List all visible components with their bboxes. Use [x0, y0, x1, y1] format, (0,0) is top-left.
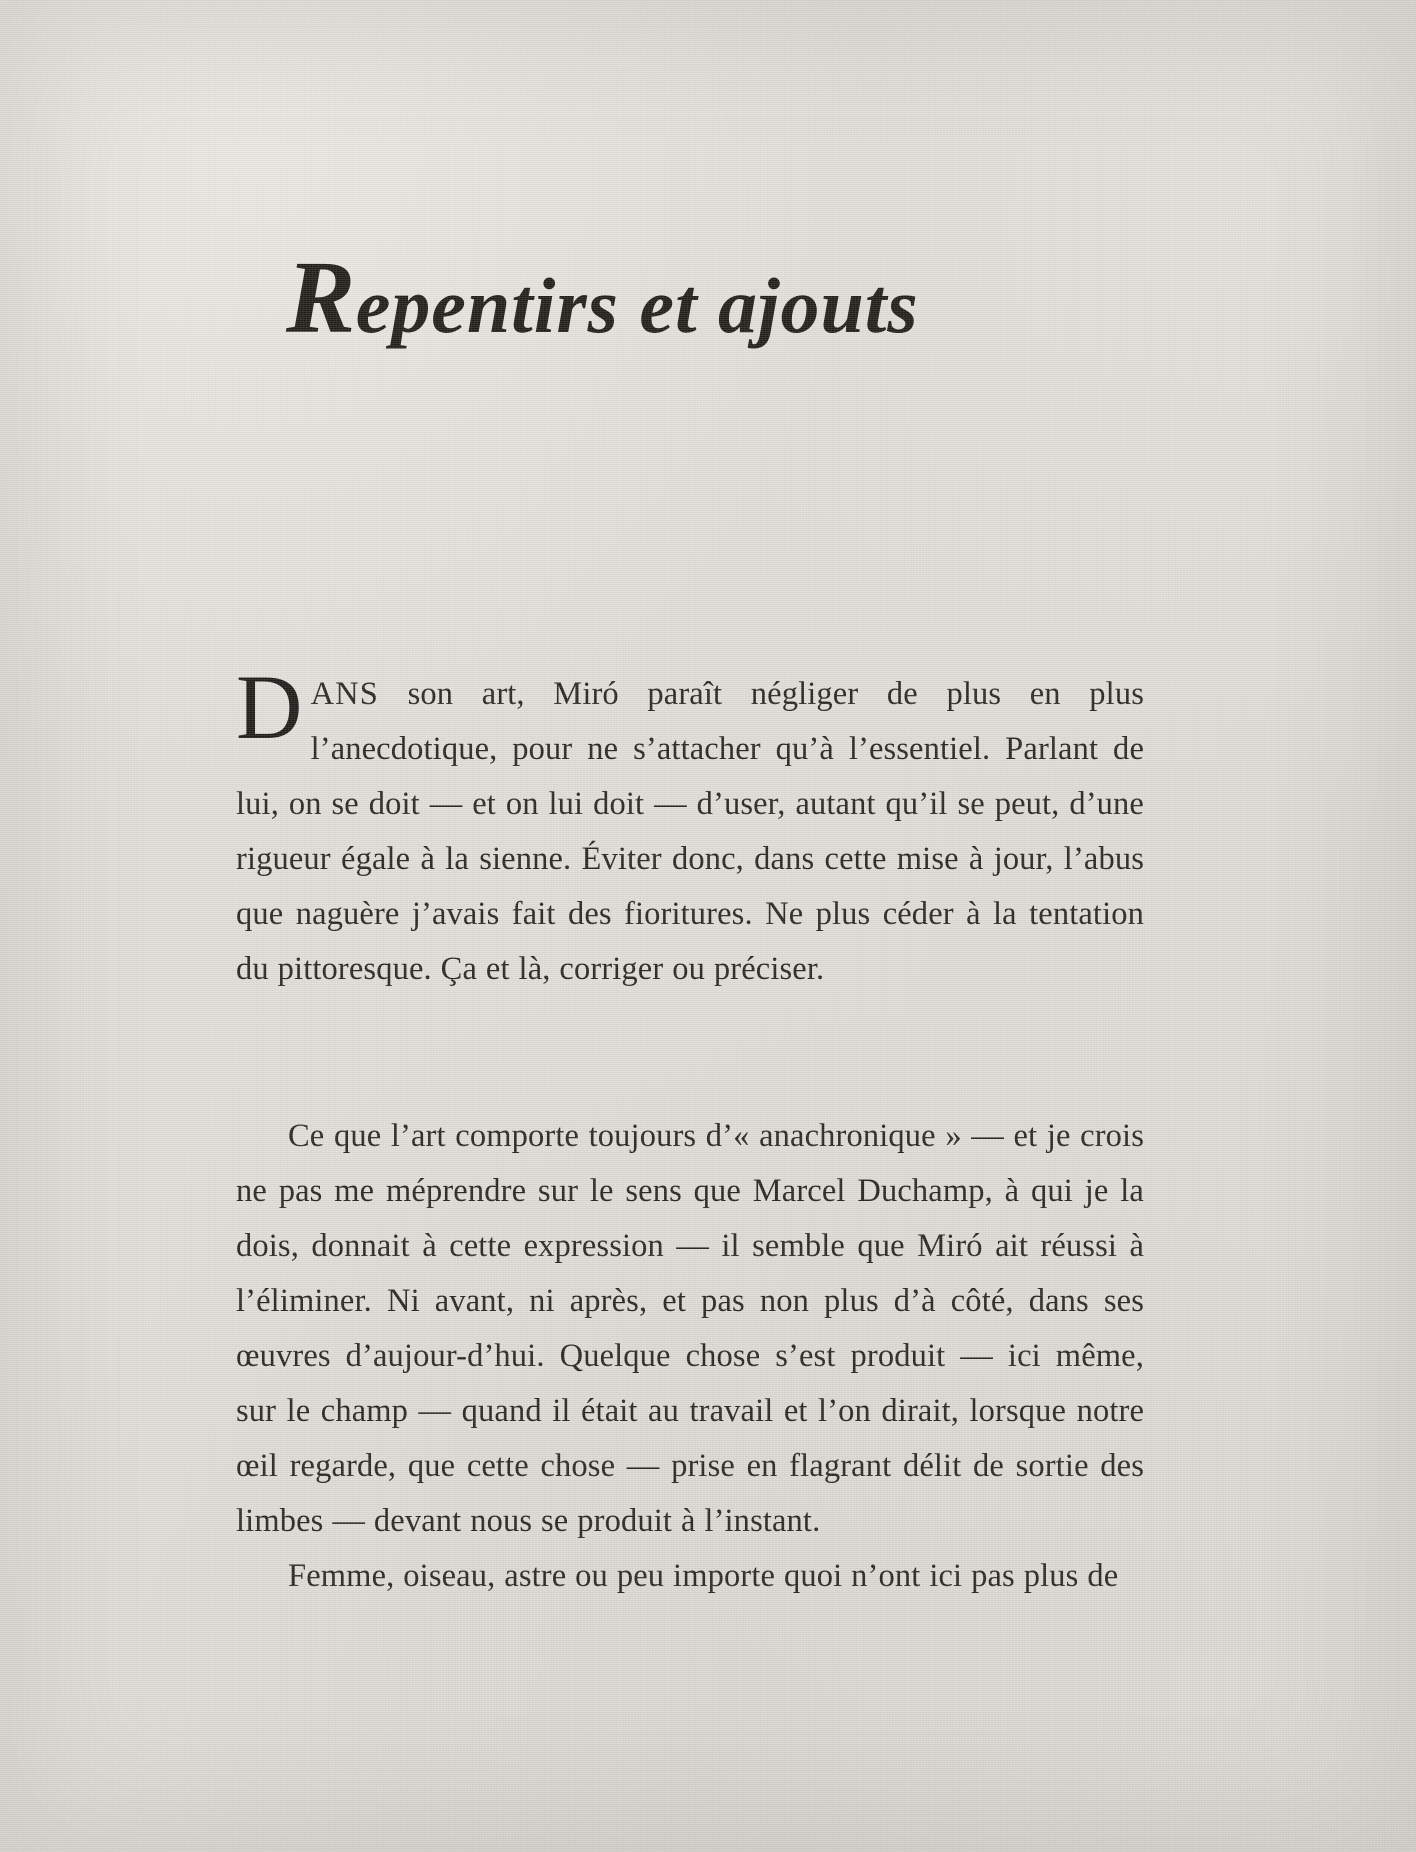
page-title — [286, 240, 1146, 356]
paragraph-2: Ce que l’art comporte toujours d’« anachronique » — et je crois ne pas me méprendre sur le sens que Marcel Duchamp, à qui je la dois, donnait à cette expression — il semble que Miró ait réussi à l’éliminer. Ni avant, ni après, et pas non plus d’à côté, dans ses œuvres d’aujour-d’hui. Quelque chose s’est produit — ici même, sur le champ — quand il était au travail et l’on dirait, lorsque notre œil regarde, que cette chose — prise en flagrant délit de sortie des limbes — devant nous se produit à l’instant. — [236, 1118, 1144, 1539]
title-initial: R — [286, 240, 356, 356]
paragraph-1-smallcaps-opening: ANS — [310, 676, 380, 712]
paragraph-block-2 — [236, 1109, 1144, 1604]
drop-cap-initial: D — [236, 656, 303, 758]
body-text-column — [236, 656, 1144, 1604]
paragraph-3-orphan-line: Femme, oiseau, astre ou peu importe quoi n’ont ici pas plus de — [288, 1558, 1119, 1594]
paragraph-block-1 — [236, 656, 1144, 997]
paragraph-1-text: son art, Miró paraît négliger de plus en plus l’anecdotique, pour ne s’attacher qu’à l’essentiel. Parlant de lui, on se doit — et on lui doit — d’user, autant qu’il se peut, d’une rigueur égale à la sienne. Éviter donc, dans cette mise à jour, l’abus que naguère j’avais fait des fioritures. Ne plus céder à la tentation du pittoresque. Ça et là, corriger ou préciser. — [236, 676, 1144, 987]
paragraph-1 — [236, 656, 1144, 997]
title-rest: epentirs et ajouts — [355, 262, 919, 350]
